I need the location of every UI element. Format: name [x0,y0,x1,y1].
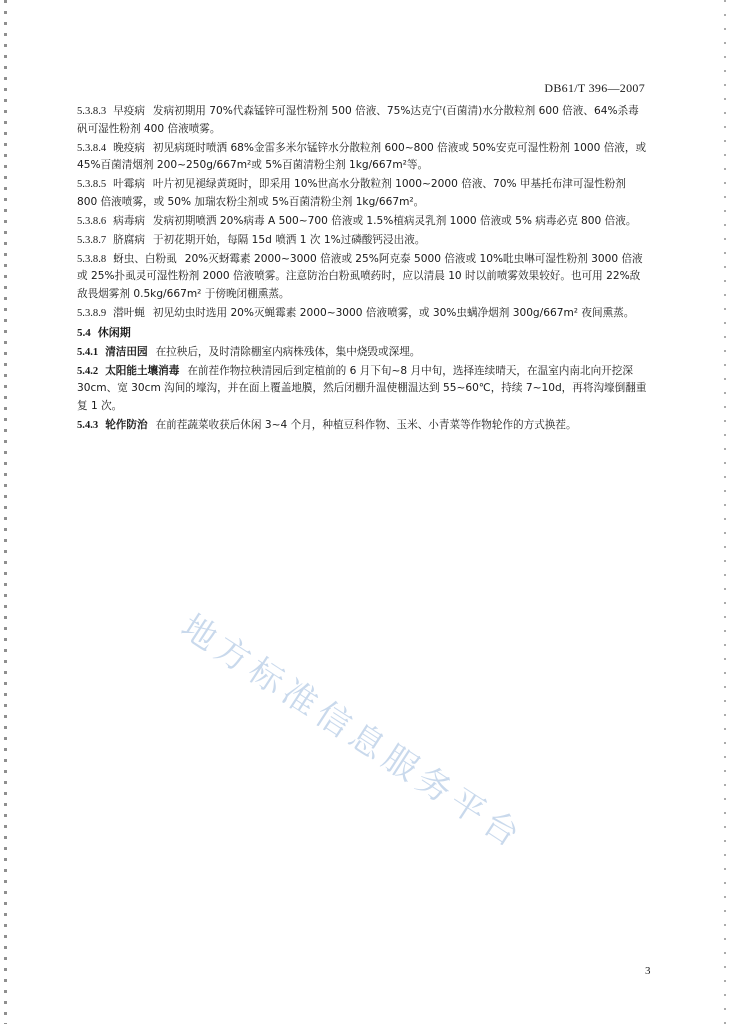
clause-5-3-8-6 [77,213,647,231]
clause-5-3-8-3 [77,103,647,138]
clause-text: 叶片初见褪绿黄斑时，即采用 10%世高水分散粒剂 1000~2000 倍液、70% 甲基托布津可湿性粉剂 800 倍液喷雾，或 50% 加瑞农粉尘剂或 5%百菌清粉尘剂 1kg/667m²。 [77,178,626,208]
clause-number: 5.3.8.3 [77,106,107,117]
clause-5-3-8-5 [77,176,647,211]
clause-text: 初见病斑时喷洒 68%金雷多米尔锰锌水分散粒剂 600~800 倍液或 50%安克可湿性粉剂 1000 倍液，或 45%百菌清烟剂 200~250g/667m²或 5%百菌清粉尘剂 1kg/667m²等。 [77,141,647,171]
document-body [77,103,647,436]
watermark-text: 地方标准信息服务平台 [173,606,532,859]
clause-term: 蚜虫、白粉虱 [113,252,177,265]
clause-term: 脐腐病 [113,233,145,246]
clause-text: 在前茬作物拉秧清园后到定植前的 6 月下旬~8 月中旬，选择连续晴天，在温室内南北向开挖深 30cm、宽 30cm 沟间的壕沟，并在面上覆盖地膜，然后闭棚升温使棚温达到 55~60℃，持续 7~10d，再将沟壕倒翻重复 1 次。 [77,364,647,412]
clause-number: 5.3.8.9 [77,307,107,319]
clause-text: 20%灭蚜霉素 2000~3000 倍液或 25%阿克泰 5000 倍液或 10%吡虫啉可湿性粉剂 3000 倍液或 25%扑虱灵可湿性粉剂 2000 倍液喷雾。注意防治白粉虱喷药时，应以清晨 10 时以前喷雾效果较好。也可用 22%敌敌畏烟雾剂 0.5kg/667m² 于傍晚闭棚熏蒸。 [77,252,643,300]
clause-term: 清洁田园 [105,345,148,358]
clause-5-3-8-4 [77,140,647,175]
clause-5-3-8-9 [77,305,647,323]
clause-term: 早疫病 [113,105,145,117]
section-number: 5.4 [77,326,91,339]
clause-term: 病毒病 [113,214,145,227]
clause-5-4-2 [77,363,647,416]
section-title: 休闲期 [97,325,131,339]
clause-number: 5.4.3 [77,419,99,431]
clause-5-4-1 [77,344,647,362]
clause-term: 叶霉病 [113,178,145,190]
page-number: 3 [645,965,651,977]
clause-number: 5.3.8.8 [77,253,107,265]
clause-number: 5.4.1 [77,346,99,358]
scan-edge-left [4,0,7,1024]
clause-term: 潜叶蝇 [113,306,145,319]
clause-number: 5.3.8.7 [77,234,107,246]
clause-5-4-3 [77,417,647,435]
clause-text: 在前茬蔬菜收获后休闲 3~4 个月，种植豆科作物、玉米、小青菜等作物轮作的方式换茬。 [155,418,577,431]
clause-number: 5.3.8.5 [77,179,107,190]
section-heading [77,324,647,342]
scan-edge-right [724,0,726,1024]
clause-term: 晚疫病 [113,141,145,154]
clause-text: 于初花期开始，每隔 15d 喷洒 1 次 1%过磷酸钙浸出液。 [152,233,426,246]
clause-5-3-8-7 [77,232,647,250]
clause-text: 初见幼虫时选用 20%灭蝇霉素 2000~3000 倍液喷雾，或 30%虫螨净烟剂 300g/667m² 夜间熏蒸。 [152,306,635,319]
clause-text: 发病初期用 70%代森锰锌可湿性粉剂 500 倍液、75%达克宁(百菌清)水分散粒剂 600 倍液、64%杀毒矾可湿性粉剂 400 倍液喷雾。 [77,105,639,135]
clause-text: 在拉秧后，及时清除棚室内病株残体，集中烧毁或深埋。 [155,345,421,358]
clause-number: 5.3.8.6 [77,215,107,227]
standard-code: DB61/T 396—2007 [544,81,645,95]
clause-text: 发病初期喷洒 20%病毒 A 500~700 倍液或 1.5%植病灵乳剂 1000 倍液或 5% 病毒必克 800 倍液。 [152,214,637,227]
clause-term: 轮作防治 [105,418,148,431]
clause-term: 太阳能土壤消毒 [105,364,180,377]
clause-number: 5.3.8.4 [77,142,107,154]
clause-5-3-8-8 [77,251,647,304]
clause-number: 5.4.2 [77,365,99,377]
